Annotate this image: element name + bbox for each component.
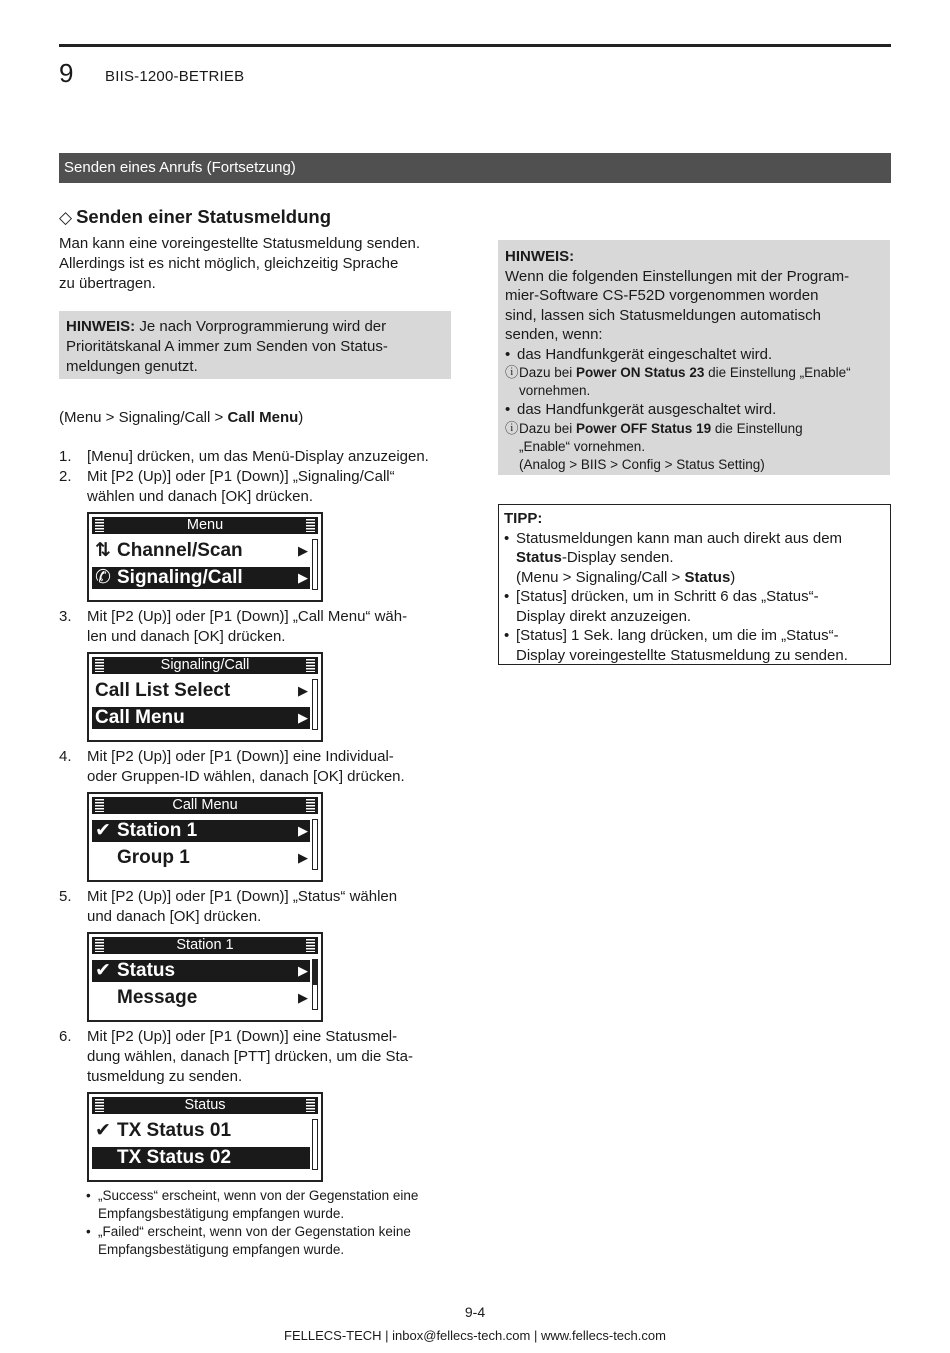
screen-header: Signaling/Call bbox=[92, 657, 318, 674]
step-1: 1. [Menu] drücken, um das Menü-Display anzuzeigen. bbox=[59, 448, 429, 465]
step-6: 6. Mit [P2 (Up)] oder [P1 (Down)] eine Statusmel- dung wählen, danach [PTT] drücken, um die Sta- tusmeldung zu senden. bbox=[59, 1028, 414, 1085]
scrollbar-thumb bbox=[313, 960, 317, 985]
screen-row-selected: ✔ Station 1 ▶ bbox=[92, 820, 310, 842]
list-item: • das Handfunkgerät eingeschaltet wird. bbox=[505, 345, 773, 363]
screen-row: Message ▶ bbox=[117, 987, 308, 1008]
intro-text: Man kann eine voreingestellte Statusmeldung senden. Allerdings ist es nicht möglich, gleichzeitig Sprache zu übertragen. bbox=[59, 235, 421, 292]
right-arrow-icon: ▶ bbox=[298, 850, 308, 865]
scrollbar bbox=[312, 1119, 318, 1170]
menu-lines-icon bbox=[306, 799, 315, 812]
section-heading bbox=[59, 206, 331, 228]
result-notes bbox=[86, 1187, 466, 1259]
diamond-icon: ◇ bbox=[59, 208, 73, 227]
top-rule bbox=[59, 44, 891, 47]
info-icon: ⓘ bbox=[505, 365, 519, 380]
screen-header: Status bbox=[92, 1097, 318, 1114]
info-note: ⓘ Dazu bei Power ON Status 23 die Einstellung „Enable“ vornehmen. bbox=[505, 365, 851, 398]
menu-lines-icon bbox=[306, 939, 315, 952]
right-arrow-icon: ▶ bbox=[298, 710, 308, 725]
lcd-screen-station bbox=[87, 932, 323, 1022]
menu-lines-icon bbox=[306, 659, 315, 672]
chapter-title: BIIS-1200-BETRIEB bbox=[105, 68, 245, 85]
scrollbar bbox=[312, 819, 318, 870]
screen-row-selected: ✆ Signaling/Call ▶ bbox=[92, 567, 310, 589]
steps-4 bbox=[59, 747, 459, 787]
checkmark-icon: ✔ bbox=[95, 820, 111, 841]
menu-lines-icon bbox=[95, 519, 104, 532]
note-box-left: HINWEIS: Je nach Vorprogrammierung wird der Prioritätskanal A immer zum Senden von Status- meldungen genutzt. bbox=[59, 311, 451, 379]
info-icon: ⓘ bbox=[505, 420, 519, 436]
list-item: • das Handfunkgerät ausgeschaltet wird. bbox=[505, 401, 777, 418]
list-item: • „Failed“ erscheint, wenn von der Gegenstation keine Empfangsbestätigung empfangen wurde. bbox=[86, 1224, 411, 1257]
section-bar: Senden eines Anrufs (Fortsetzung) bbox=[59, 153, 891, 183]
list-item: • „Success“ erscheint, wenn von der Gegenstation eine Empfangsbestätigung empfangen wurde. bbox=[86, 1188, 419, 1221]
screen-row: ⇅ Channel/Scan ▶ bbox=[95, 540, 308, 561]
right-arrow-icon: ▶ bbox=[298, 823, 308, 838]
tip-label: TIPP: bbox=[504, 510, 543, 527]
menu-lines-icon bbox=[95, 939, 104, 952]
screen-row-selected: ✔ Status ▶ bbox=[92, 960, 310, 982]
lcd-screen-menu bbox=[87, 512, 323, 602]
screen-row: Group 1 ▶ bbox=[117, 847, 308, 868]
tip-box bbox=[498, 504, 891, 665]
menu-lines-icon bbox=[95, 659, 104, 672]
lcd-screen-status bbox=[87, 1092, 323, 1182]
steps-3 bbox=[59, 607, 459, 647]
chapter-number: 9 bbox=[59, 58, 74, 88]
scrollbar bbox=[312, 679, 318, 730]
phone-icon: ✆ bbox=[95, 567, 111, 588]
right-arrow-icon: ▶ bbox=[298, 543, 308, 558]
menu-lines-icon bbox=[306, 519, 315, 532]
checkmark-icon: ✔ bbox=[95, 1120, 111, 1141]
page-number: 9-4 bbox=[464, 1304, 486, 1320]
screen-header: Station 1 bbox=[92, 937, 318, 954]
screen-row-selected: TX Status 02 bbox=[92, 1147, 310, 1169]
right-arrow-icon: ▶ bbox=[298, 963, 308, 978]
step-2: 2. Mit [P2 (Up)] oder [P1 (Down)] „Signaling/Call“ wählen und danach [OK] drücken. bbox=[59, 468, 395, 505]
steps-1-2 bbox=[59, 447, 459, 507]
right-arrow-icon: ▶ bbox=[298, 683, 308, 698]
screen-header: Call Menu bbox=[92, 797, 318, 814]
lcd-screen-signaling bbox=[87, 652, 323, 742]
note-label: HINWEIS: bbox=[66, 318, 136, 335]
note-label: HINWEIS: bbox=[505, 248, 575, 265]
step-3: 3. Mit [P2 (Up)] oder [P1 (Down)] „Call Menu“ wäh- len und danach [OK] drücken. bbox=[59, 608, 408, 645]
step-5: 5. Mit [P2 (Up)] oder [P1 (Down)] „Status“ wählen und danach [OK] drücken. bbox=[59, 888, 398, 925]
menu-lines-icon bbox=[306, 1099, 315, 1112]
menu-lines-icon bbox=[95, 799, 104, 812]
heading-text: Senden einer Statusmeldung bbox=[76, 206, 332, 227]
menu-path: (Menu > Signaling/Call > Call Menu) bbox=[59, 409, 304, 426]
note-box-right: HINWEIS: Wenn die folgenden Einstellungen mit der Program- mier-Software CS-F52D vorgenommen worden sind, lassen sich Statusmeldungen automatisch senden, wenn: • das Handfunkgerät eingeschaltet wird. ⓘ Dazu bei Power ON Status 23 die Einstellung „Enable“ vornehmen. • das Handfunkgerät ausgeschaltet wird. ⓘ Dazu bei Power OFF Status 19 die Einstellung „Enable“ vornehmen. (Analog > BIIS > Config > Status Setting) bbox=[498, 240, 890, 475]
list-item: • [Status] drücken, um in Schritt 6 das „Status“- Display direkt anzuzeigen. bbox=[504, 588, 819, 625]
screen-row: ✔ TX Status 01 bbox=[95, 1120, 232, 1141]
menu-lines-icon bbox=[95, 1099, 104, 1112]
steps-6 bbox=[59, 1027, 459, 1087]
scrollbar bbox=[312, 539, 318, 590]
info-note: ⓘ Dazu bei Power OFF Status 19 die Einstellung „Enable“ vornehmen. (Analog > BIIS > Config > Status Setting) bbox=[505, 420, 803, 472]
right-arrow-icon: ▶ bbox=[298, 570, 308, 585]
lcd-screen-call-menu bbox=[87, 792, 323, 882]
list-item: • [Status] 1 Sek. lang drücken, um die im „Status“- Display voreingestellte Statusmeldung zu senden. bbox=[504, 627, 848, 664]
screen-header: Menu bbox=[92, 517, 318, 534]
right-arrow-icon: ▶ bbox=[298, 990, 308, 1005]
steps-5 bbox=[59, 887, 459, 927]
list-item: • Statusmeldungen kann man auch direkt aus dem Status-Display senden. (Menu > Signaling/Call > Status) bbox=[504, 529, 843, 586]
checkmark-icon: ✔ bbox=[95, 960, 111, 981]
updown-arrows-icon: ⇅ bbox=[95, 540, 111, 561]
scrollbar bbox=[312, 959, 318, 1010]
footer-contact: FELLECS-TECH | inbox@fellecs-tech.com | www.fellecs-tech.com bbox=[284, 1328, 666, 1343]
screen-row-selected: Call Menu ▶ bbox=[92, 707, 310, 729]
screen-row: Call List Select ▶ bbox=[95, 680, 308, 701]
step-4: 4. Mit [P2 (Up)] oder [P1 (Down)] eine Individual- oder Gruppen-ID wählen, danach [OK] drücken. bbox=[59, 748, 405, 785]
